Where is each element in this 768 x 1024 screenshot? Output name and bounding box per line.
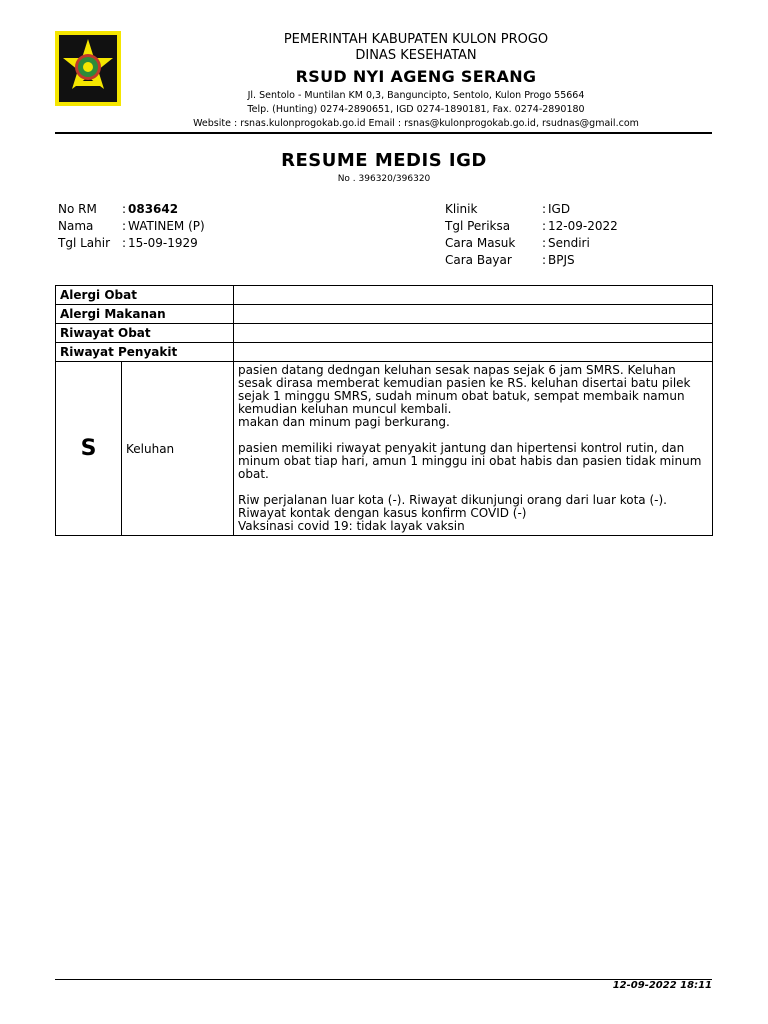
payment-method: BPJS: [548, 253, 575, 267]
drug-allergy-value: [234, 286, 713, 305]
hospital-name: RSUD NYI AGENG SERANG: [295, 67, 537, 86]
drug-history-value: [234, 324, 713, 343]
patient-info-right: [445, 201, 618, 269]
complaint-paragraph: pasien memiliki riwayat penyakit jantung dan hipertensi kontrol rutin, dan minum obat tiap hari, amun 1 minggu ini obat habis dan pasien tidak minum obat.: [238, 441, 702, 481]
department-name: DINAS KESEHATAN: [355, 48, 477, 63]
patient-info-left: [58, 201, 205, 252]
info-label: Tgl Lahir: [58, 236, 111, 250]
info-label: Nama: [58, 219, 94, 233]
complaint-paragraph: Riw perjalanan luar kota (-). Riwayat dikunjungi orang dari luar kota (-). Riwayat kontak dengan kasus konfirm COVID (-): [238, 493, 667, 520]
info-row-no-rm: No RM : 083642: [58, 202, 179, 216]
complaint-paragraph: Vaksinasi covid 19: tidak layak vaksin: [238, 519, 465, 533]
info-label: Cara Masuk: [445, 236, 516, 250]
info-row-tgl-periksa: Tgl Periksa : 12-09-2022: [445, 219, 618, 233]
info-row-cara-bayar: Cara Bayar : BPJS: [445, 253, 575, 267]
soap-section-s: S: [56, 362, 122, 536]
clinic-value: IGD: [548, 202, 571, 216]
medical-summary-table: [55, 285, 713, 536]
food-allergy-value: [234, 305, 713, 324]
table-row: [56, 343, 713, 362]
admission-method: Sendiri: [548, 236, 590, 250]
info-label: No RM: [58, 202, 97, 216]
letterhead: [140, 31, 692, 130]
hospital-phone: Telp. (Hunting) 0274-2890651, IGD 0274-1890181, Fax. 0274-2890180: [247, 104, 585, 115]
medical-record-number: 083642: [128, 202, 179, 216]
table-row: [56, 305, 713, 324]
table-row: [56, 286, 713, 305]
info-row-klinik: Klinik : IGD: [445, 202, 571, 216]
disease-history-label: Riwayat Penyakit: [56, 343, 234, 362]
info-label: Tgl Periksa: [445, 219, 511, 233]
table-row: [56, 324, 713, 343]
complaint-text: [234, 362, 713, 536]
document-number: No . 396320/396320: [337, 174, 431, 184]
drug-allergy-label: Alergi Obat: [56, 286, 234, 305]
birth-date: 15-09-1929: [128, 236, 198, 250]
info-row-cara-masuk: Cara Masuk : Sendiri: [445, 236, 590, 250]
complaint-paragraph: makan dan minum pagi berkurang.: [238, 415, 450, 429]
info-row-nama: Nama : WATINEM (P): [58, 219, 205, 233]
complaint-label: Keluhan: [122, 362, 234, 536]
complaint-paragraph: pasien datang dedngan keluhan sesak napas sejak 6 jam SMRS. Keluhan sesak dirasa memberat kemudian pasien ke RS. keluhan disertai batu pilek sejak 1 minggu SMRS, sudah minum obat batuk, sempat membaik namun kemudian keluhan muncul kembali.: [238, 363, 691, 416]
government-name: PEMERINTAH KABUPATEN KULON PROGO: [283, 32, 549, 47]
hospital-logo: [55, 31, 121, 106]
exam-date: 12-09-2022: [548, 219, 618, 233]
drug-history-label: Riwayat Obat: [56, 324, 234, 343]
header-divider: [55, 132, 712, 134]
print-timestamp: 12-09-2022 18:11: [612, 980, 712, 991]
info-label: Klinik: [445, 202, 478, 216]
hospital-address: Jl. Sentolo - Muntilan KM 0,3, Banguncipto, Sentolo, Kulon Progo 55664: [247, 90, 585, 101]
disease-history-value: [234, 343, 713, 362]
info-label: Cara Bayar: [445, 253, 512, 267]
info-row-tgl-lahir: Tgl Lahir : 15-09-1929: [58, 236, 198, 250]
patient-name: WATINEM (P): [128, 219, 205, 233]
document-title: RESUME MEDIS IGD: [281, 150, 487, 171]
food-allergy-label: Alergi Makanan: [56, 305, 234, 324]
hospital-website: Website : rsnas.kulonprogokab.go.id Email : rsnas@kulonprogokab.go.id, rsudnas@gmail.com: [193, 118, 639, 129]
table-row-subjective: [56, 362, 713, 536]
